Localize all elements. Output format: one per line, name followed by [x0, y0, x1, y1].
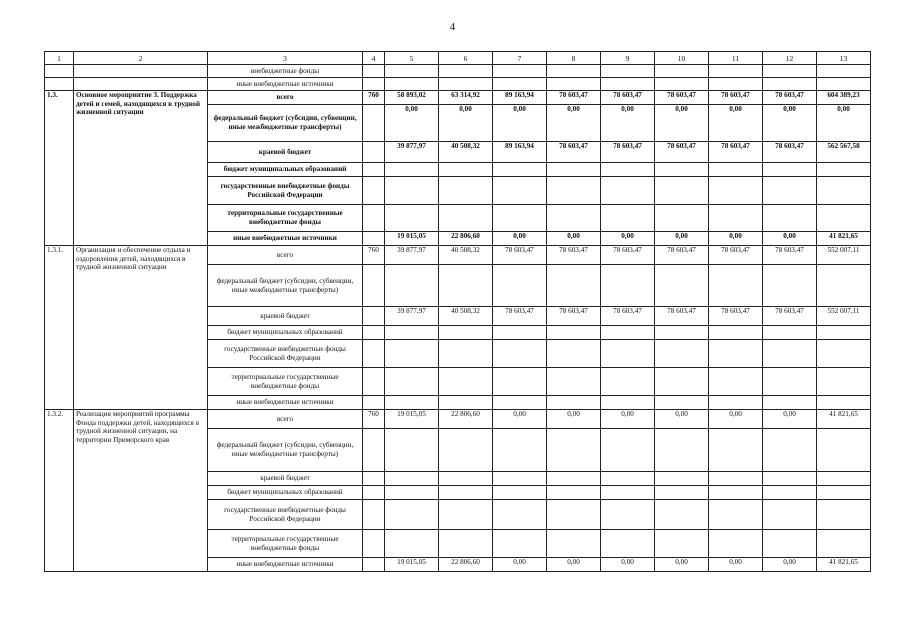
value-cell	[763, 396, 817, 410]
value-cell: 0,00	[547, 558, 601, 572]
value-cell	[601, 486, 655, 500]
value-cell: 78 603,47	[655, 246, 709, 265]
value-cell: 0,00	[493, 105, 547, 142]
value-cell	[817, 177, 871, 205]
value-cell	[601, 500, 655, 530]
value-cell	[601, 265, 655, 307]
value-cell: 39 877,97	[385, 142, 439, 163]
value-cell	[655, 326, 709, 340]
value-cell: 0,00	[763, 558, 817, 572]
value-cell: 0,00	[493, 410, 547, 429]
value-cell: 63 314,92	[439, 91, 493, 105]
value-cell: 78 603,47	[709, 91, 763, 105]
value-cell: 78 603,47	[547, 246, 601, 265]
value-cell	[363, 78, 385, 91]
value-cell	[655, 65, 709, 78]
value-cell	[493, 429, 547, 472]
value-cell	[817, 429, 871, 472]
value-cell	[817, 530, 871, 558]
funding-source-cell: бюджет муниципальных образований	[208, 163, 363, 177]
value-cell	[817, 396, 871, 410]
value-cell	[763, 368, 817, 396]
value-cell: 58 893,02	[385, 91, 439, 105]
value-cell: 40 508,32	[439, 142, 493, 163]
value-cell	[493, 500, 547, 530]
value-cell	[547, 65, 601, 78]
section-title-cell: Организация и обеспечение отдыха и оздоровления детей, находящихся в трудной жизненной ситуации	[74, 246, 208, 410]
code-cell	[363, 500, 385, 530]
code-cell	[363, 396, 385, 410]
code-cell	[363, 177, 385, 205]
value-cell	[655, 340, 709, 368]
value-cell	[439, 177, 493, 205]
value-cell	[385, 500, 439, 530]
code-cell: 760	[363, 410, 385, 429]
value-cell: 78 603,47	[763, 91, 817, 105]
funding-source-cell: территориальные государственные внебюджетные фонды	[208, 368, 363, 396]
value-cell	[601, 177, 655, 205]
value-cell	[493, 472, 547, 486]
column-header: 7	[493, 52, 547, 65]
funding-source-cell: иные внебюджетные источники	[208, 78, 363, 91]
code-cell	[363, 368, 385, 396]
value-cell: 78 603,47	[601, 307, 655, 326]
code-cell	[363, 205, 385, 232]
table-row	[45, 246, 871, 265]
value-cell: 19 015,05	[385, 558, 439, 572]
section-code-cell: 1.3.1.	[45, 246, 74, 410]
value-cell	[817, 368, 871, 396]
value-cell	[385, 472, 439, 486]
funding-source-cell: государственные внебюджетные фонды Российской Федерации	[208, 500, 363, 530]
value-cell: 0,00	[655, 105, 709, 142]
value-cell	[709, 265, 763, 307]
value-cell: 78 603,47	[709, 246, 763, 265]
value-cell	[439, 326, 493, 340]
value-cell: 78 603,47	[709, 142, 763, 163]
value-cell: 39 877,97	[385, 307, 439, 326]
value-cell	[709, 429, 763, 472]
funding-source-cell: всего	[208, 91, 363, 105]
value-cell: 604 389,23	[817, 91, 871, 105]
value-cell	[763, 500, 817, 530]
value-cell	[439, 368, 493, 396]
value-cell	[601, 326, 655, 340]
funding-source-cell: внебюджетные фонды	[208, 65, 363, 78]
value-cell: 78 603,47	[763, 307, 817, 326]
funding-source-cell: федеральный бюджет (субсидии, субвенции, иные межбюджетные трансферты)	[208, 265, 363, 307]
funding-source-cell: федеральный бюджет (субсидии, субвенции, иные межбюджетные трансферты)	[208, 429, 363, 472]
value-cell: 41 821,65	[817, 558, 871, 572]
code-cell: 760	[363, 246, 385, 265]
table-row	[45, 91, 871, 105]
value-cell: 0,00	[601, 558, 655, 572]
funding-source-cell: иные внебюджетные источники	[208, 232, 363, 246]
value-cell	[493, 65, 547, 78]
value-cell: 19 015,05	[385, 232, 439, 246]
value-cell	[709, 368, 763, 396]
column-header: 11	[709, 52, 763, 65]
value-cell: 39 877,97	[385, 246, 439, 265]
value-cell: 0,00	[655, 410, 709, 429]
page-number: 4	[449, 21, 456, 33]
value-cell	[817, 500, 871, 530]
code-cell	[363, 429, 385, 472]
value-cell	[601, 530, 655, 558]
value-cell: 0,00	[439, 105, 493, 142]
funding-source-cell: территориальные государственные внебюджетные фонды	[208, 205, 363, 232]
value-cell	[547, 340, 601, 368]
value-cell	[817, 265, 871, 307]
funding-source-cell: бюджет муниципальных образований	[208, 486, 363, 500]
value-cell: 0,00	[817, 105, 871, 142]
value-cell	[763, 177, 817, 205]
value-cell	[439, 163, 493, 177]
value-cell	[439, 429, 493, 472]
value-cell: 0,00	[655, 232, 709, 246]
value-cell: 0,00	[709, 105, 763, 142]
value-cell	[493, 340, 547, 368]
value-cell: 78 603,47	[547, 307, 601, 326]
value-cell	[493, 78, 547, 91]
value-cell	[385, 326, 439, 340]
value-cell	[763, 78, 817, 91]
column-header: 6	[439, 52, 493, 65]
value-cell	[655, 177, 709, 205]
code-cell	[363, 486, 385, 500]
value-cell	[547, 177, 601, 205]
column-header: 1	[45, 52, 74, 65]
value-cell: 562 567,58	[817, 142, 871, 163]
value-cell	[439, 340, 493, 368]
value-cell: 0,00	[763, 410, 817, 429]
funding-source-cell: иные внебюджетные источники	[208, 396, 363, 410]
column-header: 12	[763, 52, 817, 65]
empty-cell	[74, 78, 208, 91]
value-cell	[547, 205, 601, 232]
value-cell	[439, 205, 493, 232]
value-cell: 78 603,47	[547, 142, 601, 163]
value-cell	[709, 530, 763, 558]
value-cell	[763, 65, 817, 78]
code-cell	[363, 232, 385, 246]
value-cell	[385, 205, 439, 232]
value-cell	[363, 65, 385, 78]
value-cell: 0,00	[547, 232, 601, 246]
column-header: 3	[208, 52, 363, 65]
value-cell	[385, 396, 439, 410]
value-cell	[493, 326, 547, 340]
value-cell	[709, 326, 763, 340]
code-cell	[363, 326, 385, 340]
funding-source-cell: всего	[208, 410, 363, 429]
value-cell	[655, 429, 709, 472]
header-row	[45, 52, 871, 65]
value-cell	[655, 78, 709, 91]
value-cell	[709, 396, 763, 410]
value-cell	[817, 486, 871, 500]
value-cell	[547, 78, 601, 91]
funding-source-cell: иные внебюджетные источники	[208, 558, 363, 572]
table-row	[45, 65, 871, 78]
column-header: 8	[547, 52, 601, 65]
value-cell	[709, 65, 763, 78]
value-cell	[655, 486, 709, 500]
value-cell	[763, 340, 817, 368]
value-cell	[547, 486, 601, 500]
funding-source-cell: всего	[208, 246, 363, 265]
value-cell	[763, 429, 817, 472]
value-cell	[385, 340, 439, 368]
value-cell	[817, 205, 871, 232]
value-cell	[439, 486, 493, 500]
value-cell: 0,00	[709, 410, 763, 429]
value-cell	[655, 396, 709, 410]
value-cell	[385, 163, 439, 177]
value-cell: 0,00	[709, 558, 763, 572]
value-cell	[655, 472, 709, 486]
value-cell	[601, 472, 655, 486]
value-cell	[655, 500, 709, 530]
value-cell	[763, 486, 817, 500]
value-cell	[709, 205, 763, 232]
value-cell: 0,00	[601, 232, 655, 246]
code-cell	[363, 530, 385, 558]
value-cell	[493, 265, 547, 307]
value-cell	[493, 163, 547, 177]
value-cell	[493, 486, 547, 500]
code-cell	[363, 558, 385, 572]
value-cell: 78 603,47	[547, 91, 601, 105]
funding-source-cell: территориальные государственные внебюджетные фонды	[208, 530, 363, 558]
value-cell: 0,00	[493, 558, 547, 572]
value-cell: 0,00	[547, 410, 601, 429]
funding-source-cell: краевой бюджет	[208, 472, 363, 486]
value-cell	[439, 396, 493, 410]
table-row	[45, 410, 871, 429]
value-cell	[547, 368, 601, 396]
value-cell: 552 007,11	[817, 307, 871, 326]
value-cell: 0,00	[709, 232, 763, 246]
value-cell: 89 163,94	[493, 91, 547, 105]
value-cell	[601, 429, 655, 472]
value-cell: 0,00	[763, 105, 817, 142]
value-cell	[493, 396, 547, 410]
value-cell	[547, 429, 601, 472]
code-cell	[363, 163, 385, 177]
value-cell: 0,00	[763, 232, 817, 246]
funding-source-cell: федеральный бюджет (субсидии, субвенции, иные межбюджетные трансферты)	[208, 105, 363, 142]
value-cell: 78 603,47	[493, 246, 547, 265]
value-cell	[763, 265, 817, 307]
code-cell	[363, 142, 385, 163]
value-cell	[817, 326, 871, 340]
value-cell	[385, 429, 439, 472]
value-cell	[763, 472, 817, 486]
value-cell	[601, 163, 655, 177]
value-cell	[439, 530, 493, 558]
code-cell: 760	[363, 91, 385, 105]
value-cell: 78 603,47	[601, 246, 655, 265]
value-cell	[709, 78, 763, 91]
value-cell: 78 603,47	[763, 246, 817, 265]
value-cell: 78 603,47	[493, 307, 547, 326]
value-cell: 78 603,47	[655, 91, 709, 105]
value-cell: 19 015,05	[385, 410, 439, 429]
value-cell	[439, 472, 493, 486]
value-cell: 22 806,60	[439, 558, 493, 572]
value-cell	[817, 472, 871, 486]
funding-source-cell: бюджет муниципальных образований	[208, 326, 363, 340]
value-cell: 22 806,60	[439, 410, 493, 429]
value-cell: 0,00	[385, 105, 439, 142]
value-cell	[547, 530, 601, 558]
empty-cell	[45, 65, 74, 78]
value-cell	[817, 65, 871, 78]
value-cell: 78 603,47	[655, 307, 709, 326]
value-cell: 41 821,65	[817, 232, 871, 246]
empty-cell	[74, 65, 208, 78]
section-code-cell: 1.3.2.	[45, 410, 74, 572]
value-cell	[655, 265, 709, 307]
funding-source-cell: краевой бюджет	[208, 307, 363, 326]
value-cell: 0,00	[601, 410, 655, 429]
section-title-cell: Основное мероприятие 3. Поддержка детей и семей, находящихся в трудной жизненной ситуации	[74, 91, 208, 246]
value-cell	[709, 472, 763, 486]
column-header: 4	[363, 52, 385, 65]
value-cell	[601, 205, 655, 232]
value-cell	[385, 265, 439, 307]
empty-cell	[45, 78, 74, 91]
value-cell	[439, 500, 493, 530]
value-cell	[547, 500, 601, 530]
value-cell	[493, 205, 547, 232]
value-cell	[385, 177, 439, 205]
value-cell: 89 163,94	[493, 142, 547, 163]
column-header: 2	[74, 52, 208, 65]
value-cell	[601, 368, 655, 396]
funding-source-cell: краевой бюджет	[208, 142, 363, 163]
code-cell	[363, 340, 385, 368]
value-cell	[493, 530, 547, 558]
value-cell: 0,00	[493, 232, 547, 246]
value-cell: 0,00	[547, 105, 601, 142]
value-cell	[385, 78, 439, 91]
value-cell	[709, 486, 763, 500]
value-cell	[493, 368, 547, 396]
code-cell	[363, 265, 385, 307]
value-cell	[655, 163, 709, 177]
value-cell: 78 603,47	[709, 307, 763, 326]
value-cell: 41 821,65	[817, 410, 871, 429]
value-cell: 0,00	[655, 558, 709, 572]
value-cell	[547, 326, 601, 340]
value-cell: 40 508,32	[439, 307, 493, 326]
code-cell	[363, 105, 385, 142]
value-cell	[385, 65, 439, 78]
value-cell: 78 603,47	[763, 142, 817, 163]
value-cell	[547, 163, 601, 177]
value-cell	[817, 78, 871, 91]
value-cell: 552 007,11	[817, 246, 871, 265]
table-row	[45, 78, 871, 91]
value-cell	[817, 340, 871, 368]
value-cell	[601, 78, 655, 91]
value-cell	[493, 177, 547, 205]
value-cell	[601, 340, 655, 368]
section-code-cell: 1.3.	[45, 91, 74, 246]
column-header: 9	[601, 52, 655, 65]
value-cell	[439, 65, 493, 78]
code-cell	[363, 472, 385, 486]
value-cell	[385, 486, 439, 500]
value-cell	[709, 177, 763, 205]
value-cell	[655, 368, 709, 396]
value-cell: 78 603,47	[601, 91, 655, 105]
value-cell	[547, 472, 601, 486]
value-cell	[763, 163, 817, 177]
value-cell	[547, 265, 601, 307]
budget-table	[44, 51, 871, 572]
value-cell	[655, 205, 709, 232]
column-header: 10	[655, 52, 709, 65]
value-cell	[439, 265, 493, 307]
value-cell	[709, 500, 763, 530]
value-cell	[763, 326, 817, 340]
funding-source-cell: государственные внебюджетные фонды Российской Федерации	[208, 340, 363, 368]
value-cell	[709, 340, 763, 368]
value-cell	[655, 530, 709, 558]
value-cell	[763, 205, 817, 232]
value-cell: 78 603,47	[601, 142, 655, 163]
value-cell: 0,00	[601, 105, 655, 142]
value-cell	[385, 368, 439, 396]
column-header: 13	[817, 52, 871, 65]
value-cell	[601, 396, 655, 410]
value-cell	[547, 396, 601, 410]
value-cell	[385, 530, 439, 558]
value-cell: 40 508,32	[439, 246, 493, 265]
value-cell	[439, 78, 493, 91]
value-cell	[709, 163, 763, 177]
value-cell	[817, 163, 871, 177]
column-header: 5	[385, 52, 439, 65]
section-title-cell: Реализация мероприятий программы Фонда поддержки детей, находящихся в трудной жизненной ситуации, на территории Приморского края	[74, 410, 208, 572]
value-cell	[763, 530, 817, 558]
value-cell: 22 806,60	[439, 232, 493, 246]
value-cell: 78 603,47	[655, 142, 709, 163]
funding-source-cell: государственные внебюджетные фонды Российской Федерации	[208, 177, 363, 205]
code-cell	[363, 307, 385, 326]
value-cell	[601, 65, 655, 78]
